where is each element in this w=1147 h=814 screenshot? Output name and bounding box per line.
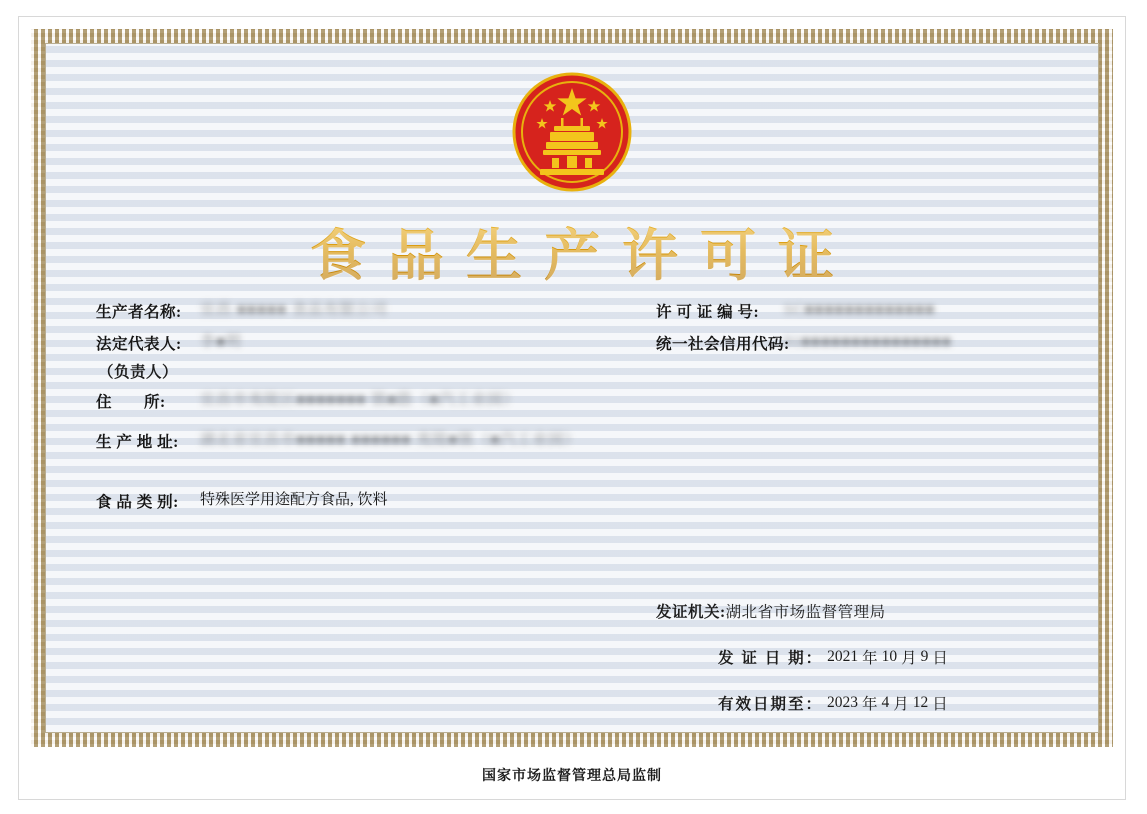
valid-until-day-unit: 日 [932,696,948,713]
producer-name-value: 宜昌 ■■■■■ 食品有限公司 [200,302,388,318]
china-national-emblem-icon [506,66,638,198]
address-label: 住 所: [96,394,166,411]
field-credit-code [656,332,1096,354]
issuing-authority-label: 发证机关: [656,604,726,621]
issue-date-day: 9 [920,648,929,665]
emblem-container [46,66,1098,198]
address-value: 宜昌市夷陵区■■■■■■■ 镇■路（■汽工业园） [200,392,520,408]
certificate-body [45,43,1099,733]
valid-until-day: 12 [912,694,929,711]
issue-date-month: 10 [881,648,898,665]
issue-date-row [656,646,1099,668]
producer-name-label: 生产者名称: [96,304,182,321]
valid-until-row [656,692,1099,714]
issue-date-year-unit: 年 [862,650,878,667]
issue-date-year: 2021 [827,648,859,665]
issuing-authority-row [656,600,1099,622]
field-production-address [96,430,656,452]
certificate-footer: 国家市场监督管理总局监制 [482,769,662,784]
legal-representative-label: 法定代表人: [96,336,182,353]
legal-representative-sub-label: （负责人） [98,364,179,381]
field-legal-representative [96,332,656,354]
issue-date-label: 发 证 日 期： [718,650,824,667]
issuing-block [656,600,1099,733]
certificate-title: 食品生产许可证 [46,212,1098,292]
valid-until-year-unit: 年 [862,696,878,713]
issuing-authority-value: 湖北省市场监督管理局 [725,604,886,621]
fields-left-column [96,300,656,522]
issue-date-month-unit: 月 [901,650,917,667]
field-address [96,390,656,412]
fields-right-column [656,300,1096,364]
legal-representative-value: 李■明 [200,334,243,350]
credit-code-value: 91■■■■■■■■■■■■■■■ [784,334,952,350]
production-address-label: 生 产 地 址: [96,434,179,451]
license-number-label: 许 可 证 编 号: [656,304,760,321]
food-category-label: 食 品 类 别: [96,494,179,511]
valid-until-month: 4 [881,694,890,711]
issue-date-day-unit: 日 [932,650,948,667]
field-license-number [656,300,1096,322]
valid-until-month-unit: 月 [893,696,909,713]
credit-code-label: 统一社会信用代码: [656,336,790,353]
certificate-outer-frame [18,16,1126,800]
food-category-value: 特殊医学用途配方食品, 饮料 [200,492,388,508]
valid-until-label: 有效日期至： [718,696,824,713]
decorative-border [31,29,1113,747]
valid-until-year: 2023 [827,694,859,711]
field-food-category [96,490,656,512]
field-producer-name [96,300,656,322]
production-address-value: 湖北省宜昌市■■■■■ ■■■■■■ 夷陵■镇（■汽工业园） [200,432,581,448]
certificate-fields [46,300,1098,732]
license-number-value: SC■■■■■■■■■■■■■ [784,302,936,318]
